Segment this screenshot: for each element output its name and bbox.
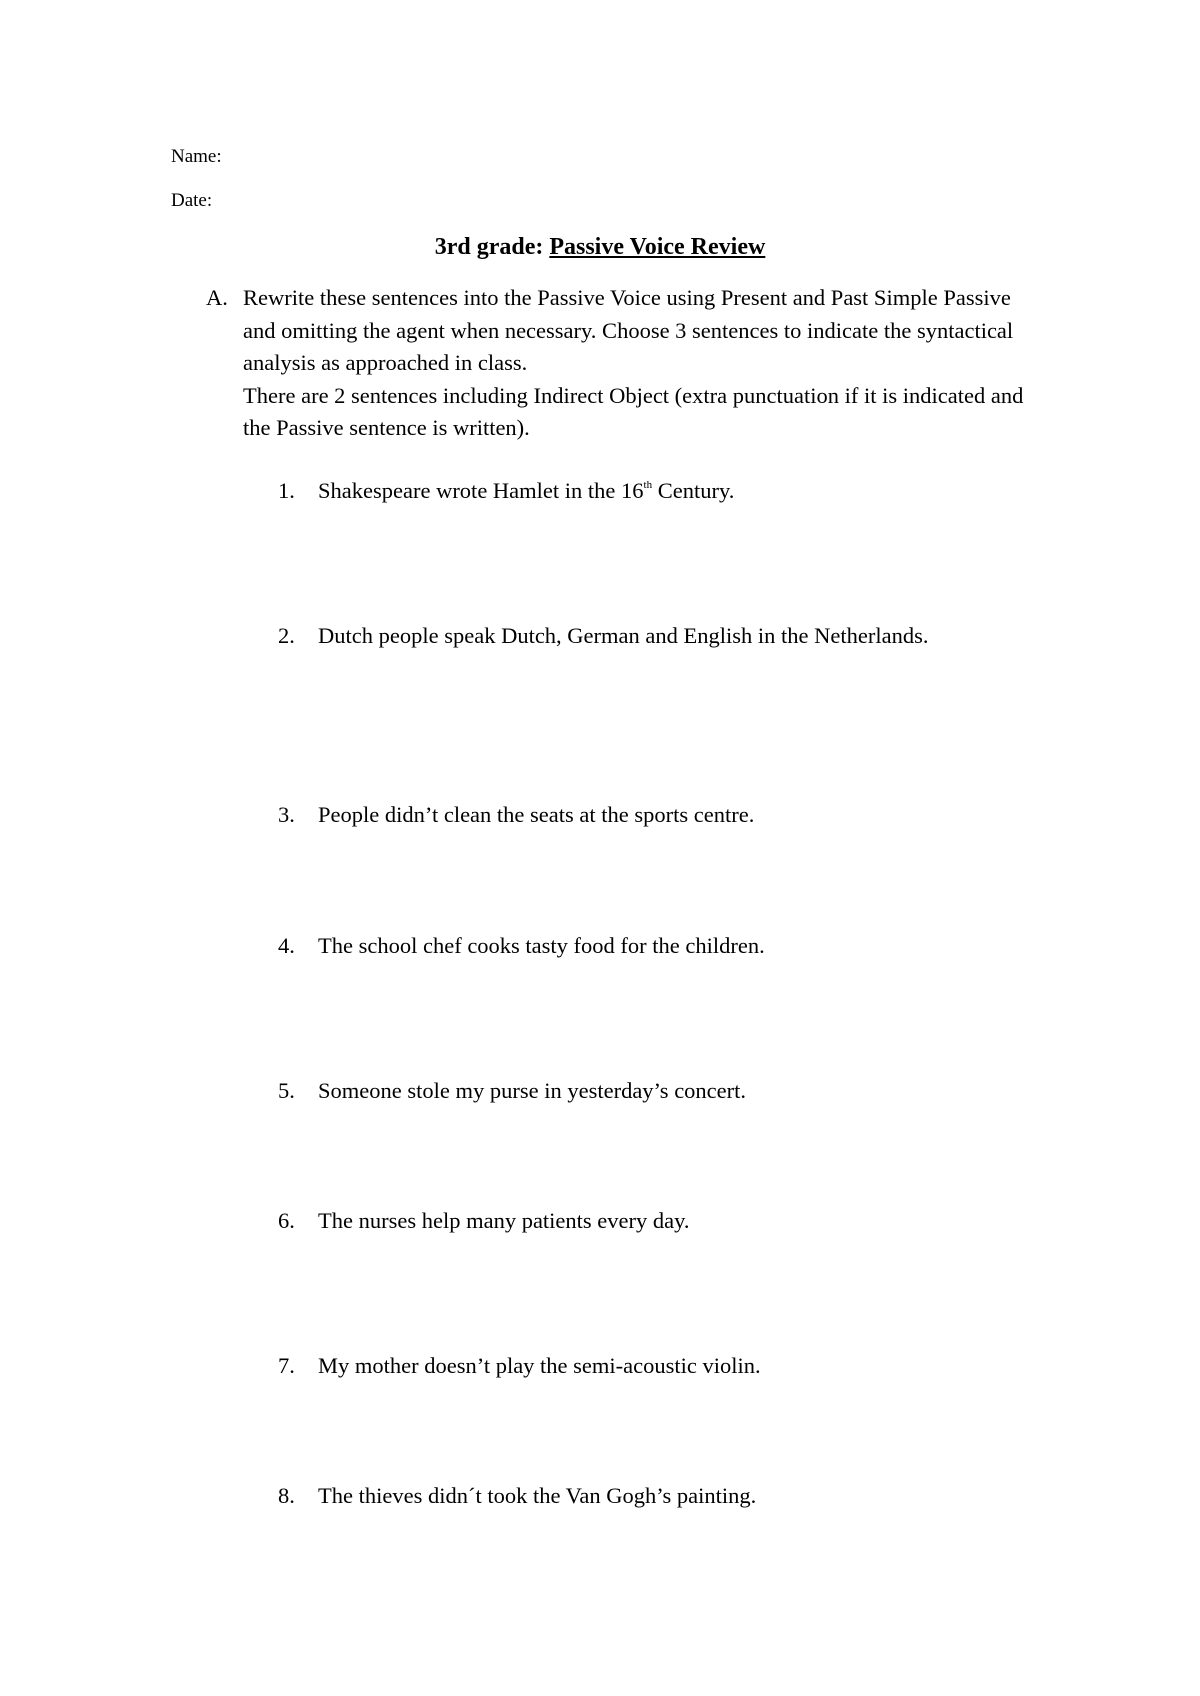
question-number: 5. — [278, 1078, 295, 1103]
question-item — [278, 1075, 938, 1108]
question-item — [278, 930, 938, 963]
question-text: The nurses help many patients every day. — [318, 1208, 690, 1233]
date-field-label: Date: — [171, 190, 213, 211]
section-instructions — [243, 282, 1036, 445]
ordinal-superscript: th — [643, 478, 653, 491]
question-number: 6. — [278, 1208, 295, 1233]
question-number: 1. — [278, 478, 295, 503]
name-field-label: Name: — [171, 146, 222, 167]
question-text-part: Century. — [652, 478, 735, 503]
question-item — [278, 620, 938, 653]
question-text-part: Shakespeare wrote Hamlet in the 16 — [318, 478, 644, 503]
instructions-paragraph: There are 2 sentences including Indirect Object (extra punctuation if it is indicated and the Passive sentence is written). — [243, 382, 1024, 440]
question-text: People didn’t clean the seats at the sports centre. — [318, 802, 755, 827]
question-text: Dutch people speak Dutch, German and English in the Netherlands. — [318, 623, 929, 648]
section-a — [206, 282, 1036, 445]
question-number: 7. — [278, 1353, 295, 1378]
question-item — [278, 1480, 938, 1513]
question-item — [278, 1205, 938, 1238]
instructions-paragraph: Rewrite these sentences into the Passive Voice using Present and Past Simple Passive and omitting the agent when necessary. Choose 3 sentences to indicate the syntactical analysis as approached in class. — [243, 285, 1014, 375]
question-item — [278, 475, 938, 508]
title-main: Passive Voice Review — [549, 234, 766, 260]
question-number: 4. — [278, 933, 295, 958]
question-item — [278, 1350, 938, 1383]
question-item — [278, 799, 938, 832]
question-text: Someone stole my purse in yesterday’s concert. — [318, 1078, 747, 1103]
question-text — [318, 475, 938, 508]
title-prefix: 3rd grade: — [434, 234, 544, 260]
section-marker: A. — [206, 285, 228, 310]
question-number: 2. — [278, 623, 295, 648]
question-number: 3. — [278, 802, 295, 827]
question-text: The thieves didn´t took the Van Gogh’s painting. — [318, 1483, 757, 1508]
question-text: The school chef cooks tasty food for the children. — [318, 933, 765, 958]
question-text: My mother doesn’t play the semi-acoustic violin. — [318, 1353, 761, 1378]
worksheet-title — [0, 232, 1200, 262]
question-number: 8. — [278, 1483, 295, 1508]
